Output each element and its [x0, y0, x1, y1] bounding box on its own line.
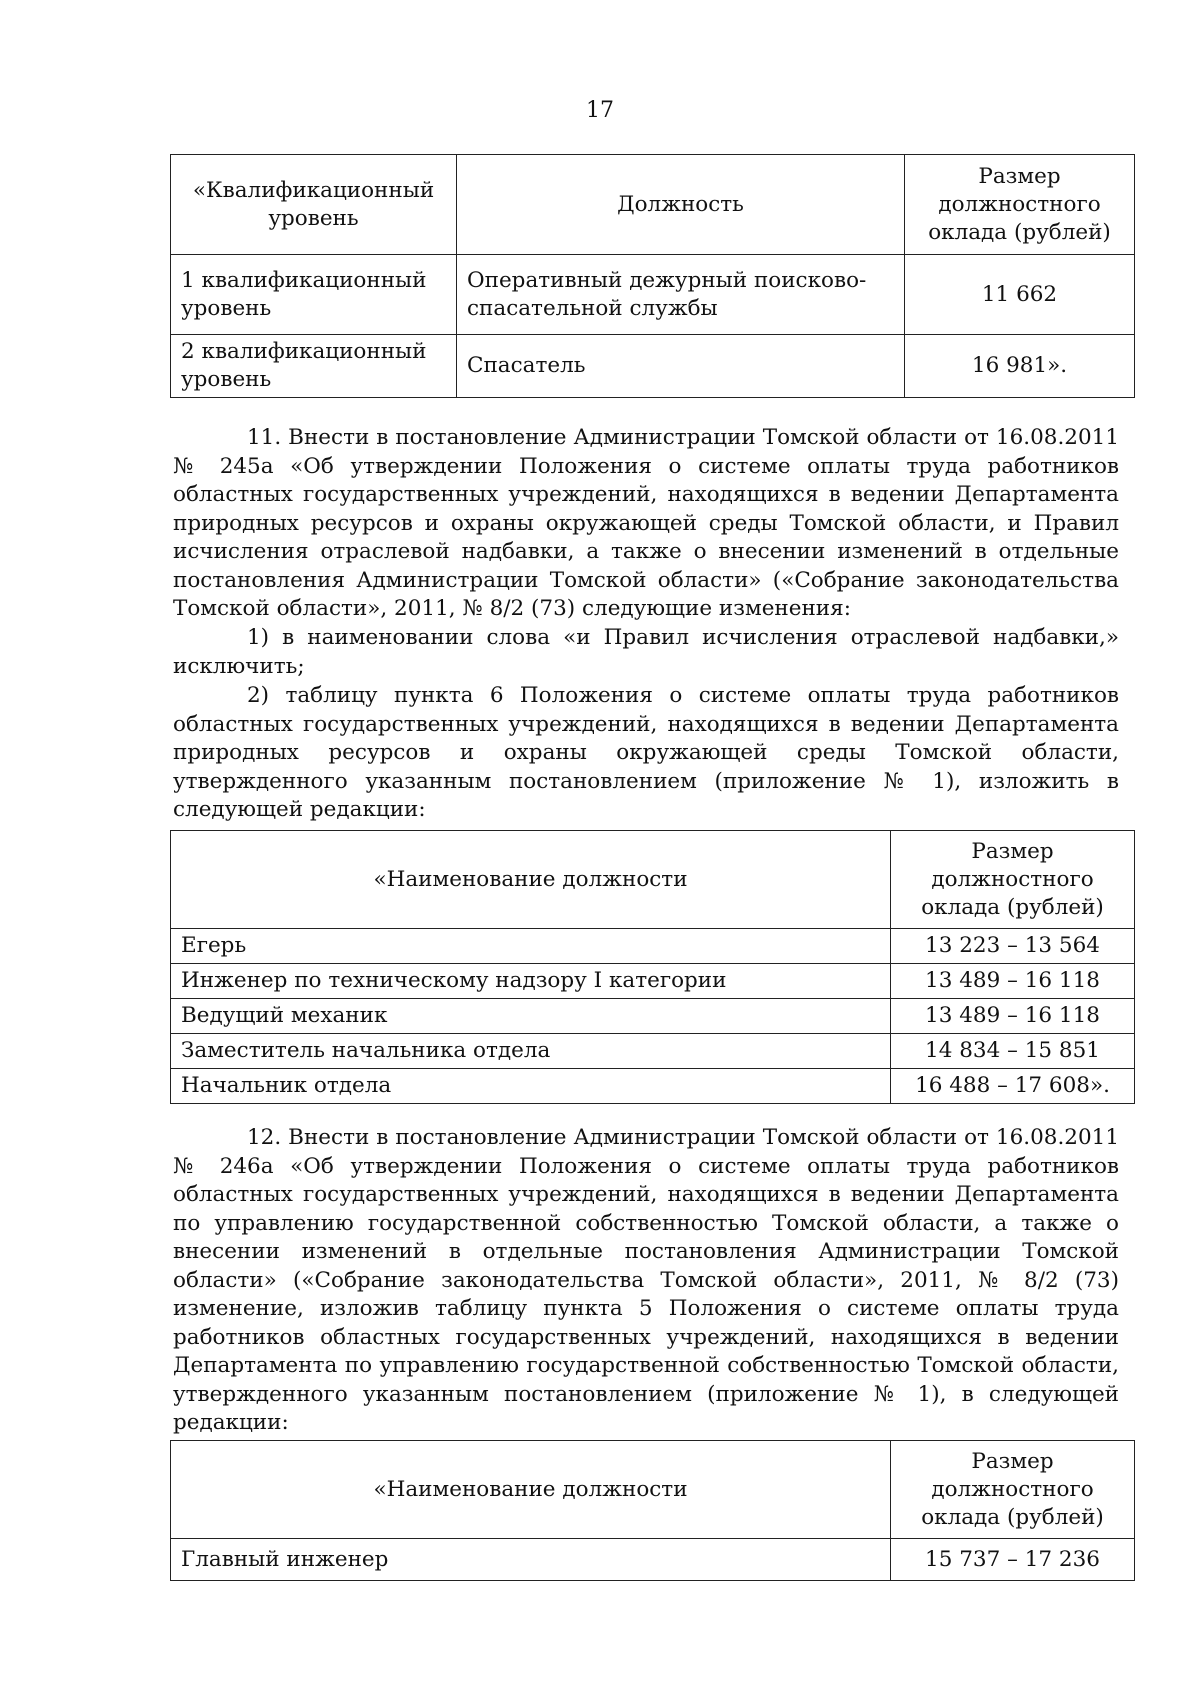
cell-position: Инженер по техническому надзору I категории [171, 964, 891, 999]
position-salary-table-245a [170, 830, 1135, 1104]
cell-position: Ведущий механик [171, 999, 891, 1034]
table-header-row [171, 1441, 1135, 1539]
header-salary: Размер должностного оклада (рублей) [905, 155, 1135, 255]
header-qualification-level: «Квалификационный уровень [171, 155, 457, 255]
page-number: 17 [586, 98, 614, 123]
cell-salary: 16 981». [905, 335, 1135, 398]
table-row [171, 929, 1135, 964]
cell-position: Оперативный дежурный поисково-спасательной службы [457, 255, 905, 335]
cell-salary: 15 737 – 17 236 [891, 1539, 1135, 1581]
cell-salary: 14 834 – 15 851 [891, 1034, 1135, 1069]
cell-position: Начальник отдела [171, 1069, 891, 1104]
cell-level: 1 квалификационный уровень [171, 255, 457, 335]
table-row [171, 335, 1135, 398]
section-11-intro: 11. Внести в постановление Администрации Томской области от 16.08.2011 № 245а «Об утверждении Положения о системе оплаты труда работников областных государственных учреждений, находящихся в ведении Департамента природных ресурсов и охраны окружающей среды Томской области, и Правил исчисления отраслевой надбавки, а также о внесении изменений в отдельные постановления Администрации Томской области» («Собрание законодательства Томской области», 2011, № 8/2 (73) следующие изменения: [173, 425, 1119, 621]
table-row [171, 999, 1135, 1034]
cell-position: Главный инженер [171, 1539, 891, 1581]
cell-position: Спасатель [457, 335, 905, 398]
cell-salary: 13 489 – 16 118 [891, 999, 1135, 1034]
header-position-name: «Наименование должности [171, 1441, 891, 1539]
qualification-salary-table [170, 154, 1135, 398]
table-row [171, 255, 1135, 335]
table-row [171, 1069, 1135, 1104]
cell-position: Егерь [171, 929, 891, 964]
header-position: Должность [457, 155, 905, 255]
table-row [171, 1034, 1135, 1069]
section-11-item-1: 1) в наименовании слова «и Правил исчисления отраслевой надбавки,» исключить; [173, 625, 1119, 679]
table-header-row [171, 831, 1135, 929]
cell-position: Заместитель начальника отдела [171, 1034, 891, 1069]
position-salary-table-246a [170, 1440, 1135, 1581]
cell-level: 2 квалификационный уровень [171, 335, 457, 398]
cell-salary: 13 489 – 16 118 [891, 964, 1135, 999]
table-header-row [171, 155, 1135, 255]
table-row [171, 964, 1135, 999]
header-salary: Размер должностного оклада (рублей) [891, 1441, 1135, 1539]
cell-salary: 13 223 – 13 564 [891, 929, 1135, 964]
header-salary: Размер должностного оклада (рублей) [891, 831, 1135, 929]
section-12-text: 12. Внести в постановление Администрации Томской области от 16.08.2011 № 246а «Об утверждении Положения о системе оплаты труда работников областных государственных учреждений, находящихся в ведении Департамента по управлению государственной собственностью Томской области, а также о внесении изменений в отдельные постановления Администрации Томской области» («Собрание законодательства Томской области», 2011, № 8/2 (73) изменение, изложив таблицу пункта 5 Положения о системе оплаты труда работников областных государственных учреждений, находящихся в ведении Департамента по управлению государственной собственностью Томской области, утвержденного указанным постановлением (приложение № 1), в следующей редакции: [173, 1125, 1119, 1435]
table-row [171, 1539, 1135, 1581]
header-position-name: «Наименование должности [171, 831, 891, 929]
cell-salary: 16 488 – 17 608». [891, 1069, 1135, 1104]
section-11-item-2: 2) таблицу пункта 6 Положения о системе оплаты труда работников областных государственных учреждений, находящихся в ведении Департамента природных ресурсов и охраны окружающей среды Томской области, утвержденного указанным постановлением (приложение № 1), изложить в следующей редакции: [173, 683, 1119, 822]
cell-salary: 11 662 [905, 255, 1135, 335]
